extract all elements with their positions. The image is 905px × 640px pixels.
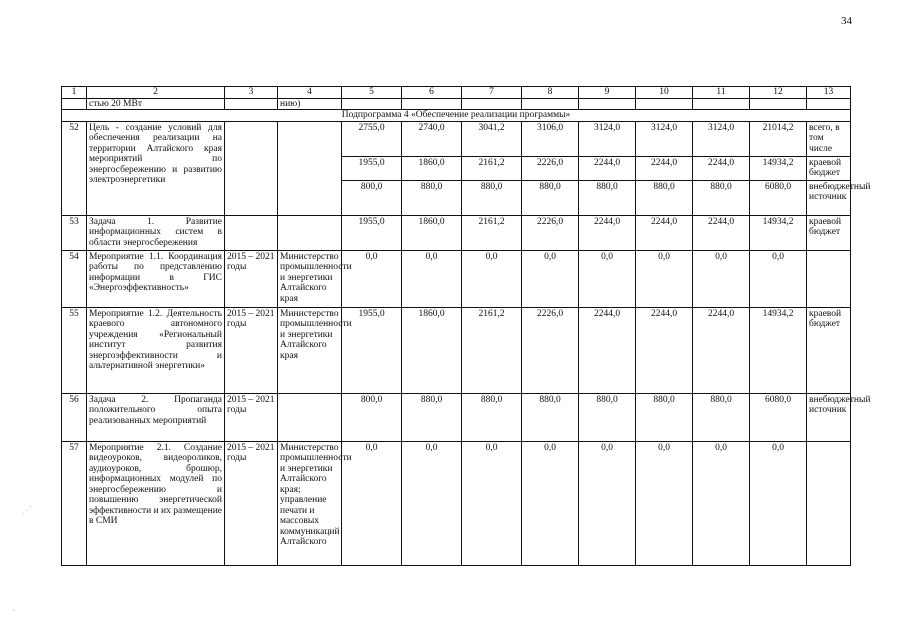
value-cell: 2244,0 xyxy=(693,215,750,250)
column-header: 3 xyxy=(225,87,278,99)
value-cell: 880,0 xyxy=(636,393,693,441)
row-name: Задача 1. Развитие информационных систем в области энергосбережения xyxy=(87,215,225,250)
value-cell: 880,0 xyxy=(636,180,693,215)
value-cell: 0,0 xyxy=(579,250,636,307)
row-number: 56 xyxy=(62,393,87,441)
period-cell: 2015 – 2021 годы xyxy=(225,441,278,565)
value-cell: 880,0 xyxy=(522,180,579,215)
value-cell: 2244,0 xyxy=(636,215,693,250)
value-cell: 2244,0 xyxy=(579,156,636,180)
table-row xyxy=(62,121,851,156)
row-number: 55 xyxy=(62,307,87,393)
value-cell: 880,0 xyxy=(462,393,522,441)
row-name: Мероприятие 2.1. Создание видеоуроков, видеороликов, аудиоуроков, брошюр, информационных модулей по энергосбережению и повышению энергетической эффективности и их размещение в СМИ xyxy=(87,441,225,565)
column-header: 10 xyxy=(636,87,693,99)
value-cell: 1955,0 xyxy=(342,156,402,180)
value-cell: 2244,0 xyxy=(636,156,693,180)
value-cell: 2244,0 xyxy=(636,307,693,393)
value-cell: 3106,0 xyxy=(522,121,579,156)
value-cell: 0,0 xyxy=(462,250,522,307)
value-cell: 1955,0 xyxy=(342,215,402,250)
program-table xyxy=(61,86,871,566)
column-header: 11 xyxy=(693,87,750,99)
value-cell: 3041,2 xyxy=(462,121,522,156)
value-cell: 1860,0 xyxy=(402,215,462,250)
value-cell: 1860,0 xyxy=(402,156,462,180)
row-number: 54 xyxy=(62,250,87,307)
period-cell: 2015 – 2021 годы xyxy=(225,393,278,441)
period-cell: 2015 – 2021 годы xyxy=(225,307,278,393)
column-header: 2 xyxy=(87,87,225,99)
row-name: Задача 2. Пропаганда положительного опыта реализованных мероприятий xyxy=(87,393,225,441)
value-cell: 0,0 xyxy=(342,250,402,307)
funding-source: всего, в том числе xyxy=(807,121,851,156)
page-number: 34 xyxy=(841,15,852,27)
value-cell: 0,0 xyxy=(462,441,522,565)
executor-cell: Министерство промышленности и энергетики Алтайского края; управление печати и массовых коммуникаций Алтайского xyxy=(278,441,342,565)
value-cell: 2244,0 xyxy=(579,215,636,250)
value-cell: 2244,0 xyxy=(693,307,750,393)
value-cell: 0,0 xyxy=(402,441,462,565)
value-cell: 0,0 xyxy=(750,441,807,565)
subprogram-row xyxy=(62,110,851,122)
value-cell: 0,0 xyxy=(342,441,402,565)
value-cell: 3124,0 xyxy=(693,121,750,156)
value-cell: 880,0 xyxy=(402,393,462,441)
value-cell: 0,0 xyxy=(636,441,693,565)
value-cell: 880,0 xyxy=(462,180,522,215)
value-cell: 14934,2 xyxy=(750,215,807,250)
value-cell: 6080,0 xyxy=(750,180,807,215)
scan-speck: · xyxy=(12,606,16,617)
funding-source: краевой бюджет xyxy=(807,156,851,180)
table-row xyxy=(62,215,851,250)
table-row xyxy=(62,250,851,307)
value-cell: 880,0 xyxy=(402,180,462,215)
value-cell: 880,0 xyxy=(693,393,750,441)
row-number: 53 xyxy=(62,215,87,250)
column-header: 4 xyxy=(278,87,342,99)
continuation-text: нию) xyxy=(278,98,342,110)
value-cell: 0,0 xyxy=(750,250,807,307)
value-cell: 0,0 xyxy=(693,250,750,307)
value-cell: 0,0 xyxy=(636,250,693,307)
column-header: 13 xyxy=(807,87,851,99)
row-name: Мероприятие 1.2. Деятельность краевого автономного учреждения «Региональный институт развития энергоэффективности и альтернативной энергетики» xyxy=(87,307,225,393)
subprogram-title: Подпрограмма 4 «Обеспечение реализации программы» xyxy=(62,110,851,122)
value-cell: 14934,2 xyxy=(750,307,807,393)
value-cell: 2226,0 xyxy=(522,156,579,180)
value-cell: 2740,0 xyxy=(402,121,462,156)
value-cell: 1860,0 xyxy=(402,307,462,393)
row-name: Мероприятие 1.1. Координация работы по представлению информации в ГИС «Энергоэффективность» xyxy=(87,250,225,307)
row-name: Цель - создание условий для обеспечения реализации на территории Алтайского края мероприятий по энергосбережению и развитию электроэнергетики xyxy=(87,121,225,215)
value-cell: 880,0 xyxy=(693,180,750,215)
value-cell: 2161,2 xyxy=(462,307,522,393)
value-cell: 3124,0 xyxy=(636,121,693,156)
funding-source: внебюджетный источник xyxy=(807,180,851,215)
continuation-text: стью 20 МВт xyxy=(87,98,225,110)
value-cell: 0,0 xyxy=(522,441,579,565)
executor-cell: Министерство промышленности и энергетики Алтайского края xyxy=(278,307,342,393)
column-header: 5 xyxy=(342,87,402,99)
value-cell: 880,0 xyxy=(579,180,636,215)
funding-source: краевой бюджет xyxy=(807,307,851,393)
column-header: 12 xyxy=(750,87,807,99)
table-row xyxy=(62,393,851,441)
value-cell: 2226,0 xyxy=(522,215,579,250)
column-header: 8 xyxy=(522,87,579,99)
value-cell: 1955,0 xyxy=(342,307,402,393)
column-header: 6 xyxy=(402,87,462,99)
value-cell: 800,0 xyxy=(342,393,402,441)
value-cell: 3124,0 xyxy=(579,121,636,156)
value-cell: 2161,2 xyxy=(462,156,522,180)
value-cell: 880,0 xyxy=(522,393,579,441)
value-cell: 0,0 xyxy=(522,250,579,307)
executor-cell: Министерство промышленности и энергетики Алтайского края xyxy=(278,250,342,307)
funding-source: краевой бюджет xyxy=(807,215,851,250)
table-row xyxy=(62,307,851,393)
value-cell: 0,0 xyxy=(402,250,462,307)
column-header: 1 xyxy=(62,87,87,99)
period-cell: 2015 – 2021 годы xyxy=(225,250,278,307)
value-cell: 880,0 xyxy=(579,393,636,441)
table-row xyxy=(62,441,851,565)
value-cell: 2244,0 xyxy=(579,307,636,393)
column-header: 7 xyxy=(462,87,522,99)
value-cell: 0,0 xyxy=(693,441,750,565)
column-header-row xyxy=(62,87,851,99)
value-cell: 2244,0 xyxy=(693,156,750,180)
value-cell: 0,0 xyxy=(579,441,636,565)
value-cell: 2755,0 xyxy=(342,121,402,156)
row-number: 52 xyxy=(62,121,87,215)
row-number: 57 xyxy=(62,441,87,565)
column-header: 9 xyxy=(579,87,636,99)
funding-source: внебюджетный источник xyxy=(807,393,851,441)
value-cell: 2161,2 xyxy=(462,215,522,250)
value-cell: 21014,2 xyxy=(750,121,807,156)
continuation-row xyxy=(62,98,851,110)
value-cell: 14934,2 xyxy=(750,156,807,180)
value-cell: 6080,0 xyxy=(750,393,807,441)
value-cell: 2226,0 xyxy=(522,307,579,393)
scan-speck: ⋰ xyxy=(22,505,32,516)
value-cell: 800,0 xyxy=(342,180,402,215)
